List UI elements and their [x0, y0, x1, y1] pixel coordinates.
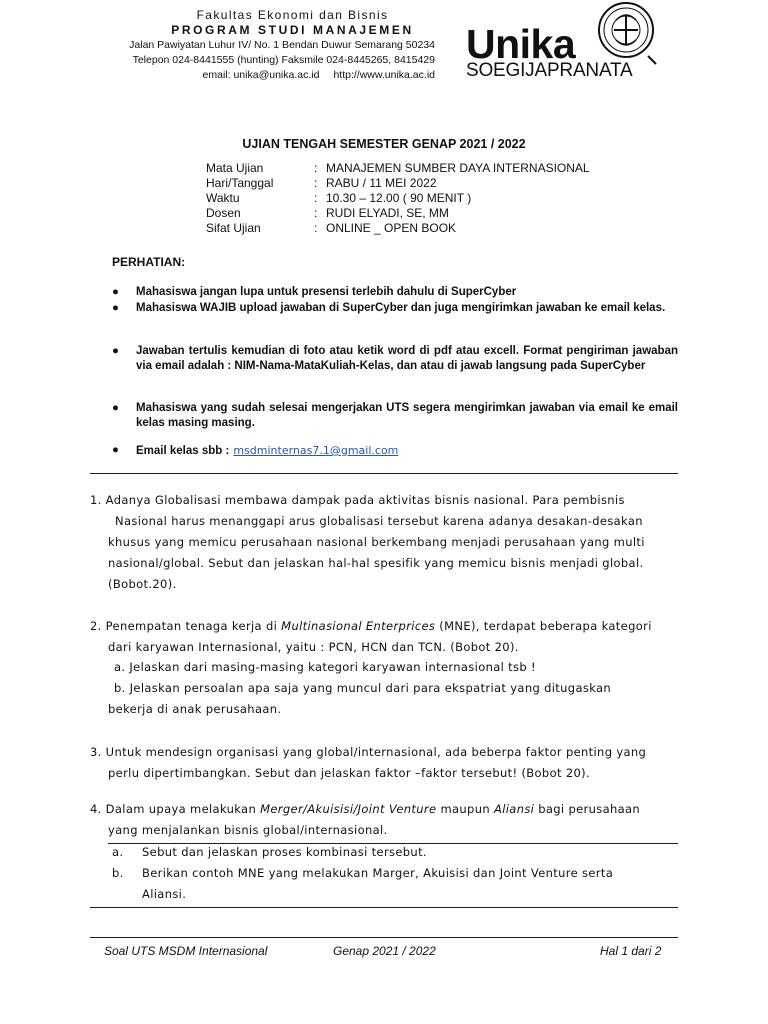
info-value: MANAJEMEN SUMBER DAYA INTERNASIONAL — [326, 161, 590, 175]
info-label: Sifat Ujian — [206, 221, 261, 235]
bullet-icon: ● — [112, 402, 119, 414]
bullet-icon: ● — [112, 345, 119, 357]
info-colon: : — [314, 221, 318, 235]
footer-divider — [90, 937, 678, 938]
question-2b-line: bekerja di anak perusahaan. — [108, 702, 282, 716]
info-colon: : — [314, 176, 318, 190]
question-1-line: nasional/global. Sebut dan jelaskan hal-hal spesifik yang memicu bisnis menjadi global. — [108, 556, 644, 570]
address-line: Jalan Pawiyatan Luhur IV/ No. 1 Bendan Duwur Semarang 50234 — [129, 39, 435, 51]
website-text: http://www.unika.ac.id — [333, 69, 435, 81]
q4-italic: Merger/Akuisisi/Joint Venture — [260, 802, 437, 816]
divider — [108, 843, 678, 844]
attention-title: PERHATIAN: — [112, 255, 186, 269]
info-value: ONLINE _ OPEN BOOK — [326, 221, 457, 235]
footer-course: Soal UTS MSDM Internasional — [104, 944, 268, 958]
q4b-number: b. — [112, 866, 124, 880]
footer-semester: Genap 2021 / 2022 — [333, 944, 436, 958]
class-email-link[interactable]: msdminternas7.1@gmail.com — [233, 444, 399, 457]
question-4-line: yang menjalankan bisnis global/internasional. — [108, 823, 388, 837]
question-2-line: dari karyawan Internasional, yaitu : PCN, HCN dan TCN. (Bobot 20). — [108, 640, 519, 654]
question-1-line: 1. Adanya Globalisasi membawa dampak pada aktivitas bisnis nasional. Para pembisnis — [90, 493, 625, 507]
logo-subtitle: SOEGIJAPRANATA — [466, 60, 633, 81]
info-colon: : — [314, 191, 318, 205]
phone-line: Telepon 024-8441555 (hunting) Faksmile 024-8445265, 8415429 — [132, 54, 435, 66]
info-label: Waktu — [206, 191, 240, 205]
q4-italic: Aliansi — [493, 802, 535, 816]
attention-item-text: Jawaban tertulis kemudian di foto atau ketik word di pdf atau excell. Format pengiriman jawaban via email adalah : NIM-Nama-MataKuliah-Kelas, dan atau di jawab langsung pada SuperCyber — [136, 345, 678, 372]
q4-text: 4. Dalam upaya melakukan — [90, 802, 261, 816]
question-4-line — [90, 799, 640, 821]
question-3-line: 3. Untuk mendesign organisasi yang global/internasional, ada beberpa faktor penting yang — [90, 745, 647, 759]
q4a-number: a. — [112, 845, 124, 859]
faculty-name: Fakultas Ekonomi dan Bisnis — [196, 8, 389, 22]
attention-item-text: Mahasiswa WAJIB upload jawaban di SuperCyber dan juga mengirimkan jawaban ke email kelas. — [136, 302, 666, 314]
logo-wordmark: Unika — [466, 21, 576, 67]
q4a-text: Sebut dan jelaskan proses kombinasi tersebut. — [142, 845, 427, 859]
question-2-line — [90, 616, 652, 638]
exam-title: UJIAN TENGAH SEMESTER GENAP 2021 / 2022 — [242, 137, 526, 151]
question-1-line: khusus yang memicu perusahaan nasional berkembang menjadi perusahaan yang multi — [108, 535, 645, 549]
q2-text: (MNE), terdapat beberapa kategori — [435, 619, 652, 633]
question-1-line: Nasional harus menanggapi arus globalisasi tersebut karena adanya desakan-desakan — [115, 514, 643, 528]
attention-item-text: Mahasiswa jangan lupa untuk presensi terlebih dahulu di SuperCyber — [136, 286, 517, 298]
info-value: RUDI ELYADI, SE, MM — [326, 206, 449, 220]
info-colon: : — [314, 206, 318, 220]
question-2b-line: b. Jelaskan persoalan apa saja yang muncul dari para ekspatriat yang ditugaskan — [114, 681, 612, 695]
program-name: PROGRAM STUDI MANAJEMEN — [171, 23, 414, 37]
q4-text: bagi perusahaan — [534, 802, 641, 816]
info-label: Mata Ujian — [206, 161, 264, 175]
q4-text: maupun — [436, 802, 494, 816]
info-label: Hari/Tanggal — [206, 176, 274, 190]
info-label: Dosen — [206, 206, 241, 220]
q2-text: 2. Penempatan tenaga kerja di — [90, 619, 282, 633]
question-3-line: perlu dipertimbangkan. Sebut dan jelaskan faktor –faktor tersebut! (Bobot 20). — [108, 766, 591, 780]
footer-page: Hal 1 dari 2 — [600, 944, 662, 958]
q4b-text: Berikan contoh MNE yang melakukan Marger, Akuisisi dan Joint Venture serta — [142, 866, 614, 880]
question-2a-line: a. Jelaskan dari masing-masing kategori karyawan internasional tsb ! — [114, 660, 536, 674]
email-label: Email kelas sbb : — [136, 445, 230, 457]
attention-item-text: Mahasiswa yang sudah selesai mengerjakan UTS segera mengirimkan jawaban via email ke email kelas masing masing. — [136, 402, 678, 429]
email-text: email: unika@unika.ac.id — [202, 69, 320, 81]
bullet-icon: ● — [112, 302, 119, 314]
question-4a-line — [112, 842, 427, 864]
bullet-icon: ● — [112, 444, 119, 456]
bullet-icon: ● — [112, 286, 119, 298]
question-1-line: (Bobot.20). — [108, 577, 177, 591]
question-4b-line — [112, 863, 613, 885]
q2-italic: Multinasional Enterprices — [281, 619, 436, 633]
divider — [90, 907, 678, 908]
info-value: 10.30 – 12.00 ( 90 MENIT ) — [326, 191, 472, 205]
info-colon: : — [314, 161, 318, 175]
info-value: RABU / 11 MEI 2022 — [326, 176, 437, 190]
question-4b-line: Aliansi. — [142, 887, 187, 901]
